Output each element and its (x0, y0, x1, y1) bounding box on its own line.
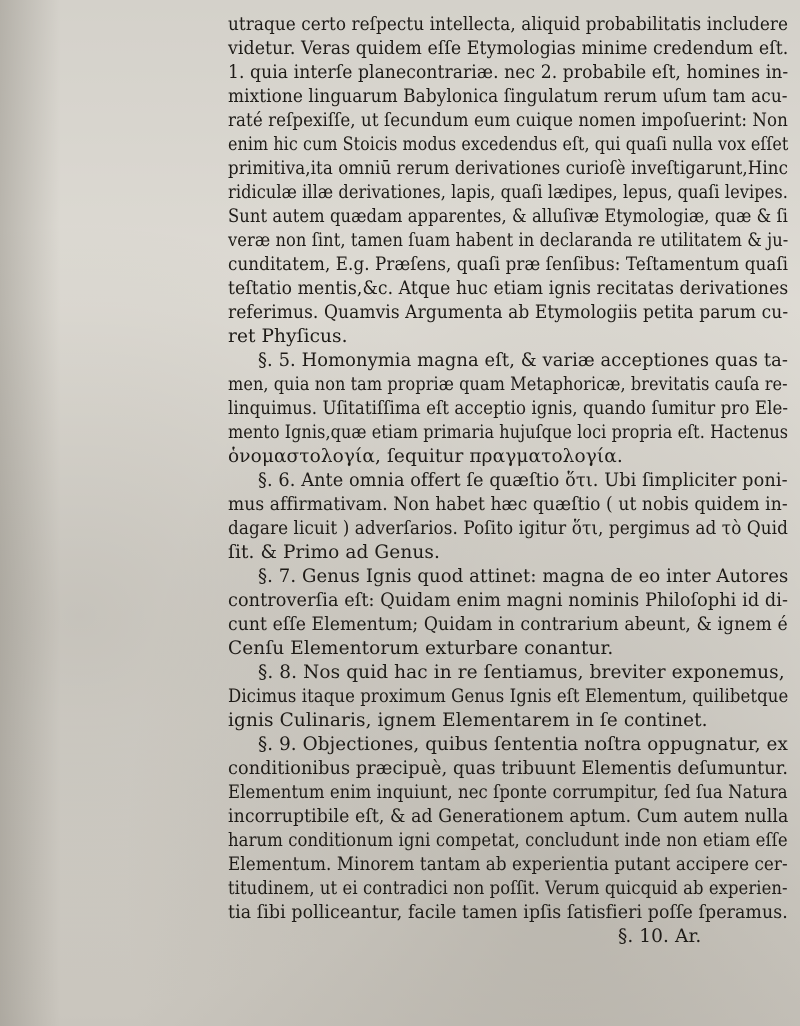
text-line: videtur. Veras quidem eſſe Etymologias minime credendum eſt. (228, 38, 789, 59)
text-line: titudinem, ut ei contradici non poſſit. Verum quicquid ab experien- (228, 878, 788, 899)
text-line: ὁνομαστολογία, ſequitur πραγματολογία. (228, 446, 623, 467)
text-line: ret Phyſicus. (228, 326, 348, 347)
text-line: Dicimus itaque proximum Genus Ignis eſt Elementum, quilibetque (228, 686, 789, 707)
text-line: raté reſpexiſſe, ut ſecundum eum cuique nomen impoſuerint: Non (228, 110, 788, 131)
text-line: teſtatio mentis,&c. Atque huc etiam ignis recitatas derivationes (228, 278, 789, 299)
text-line: Sunt autem quædam apparentes, & alluſivæ Etymologiæ, quæ & ſi (228, 206, 788, 227)
text-line: ſit. & Primo ad Genus. (228, 542, 440, 563)
section-heading-line: §. 6. Ante omnia offert ſe quæſtio ὅτι. Ubi ſimpliciter poni- (258, 470, 788, 491)
text-line: linquimus. Uſitatiſſima eſt acceptio ignis, quando ſumitur pro Ele- (228, 398, 789, 419)
text-line: cunt eſſe Elementum; Quidam in contrarium abeunt, & ignem é (228, 614, 788, 635)
text-line: men, quia non tam propriæ quam Metaphoricæ, brevitatis cauſa re- (228, 374, 788, 395)
section-heading-line: §. 5. Homonymia magna eſt, & variæ acceptiones quas ta- (258, 350, 788, 371)
text-line: mixtione linguarum Babylonica ſingulatum rerum uſum tam acu- (228, 86, 788, 107)
catchword: §. 10. Ar. (618, 926, 702, 947)
text-line: ignis Culinaris, ignem Elementarem in ſe continet. (228, 710, 708, 731)
text-line: mento Ignis,quæ etiam primaria hujuſque loci propria eſt. Hactenus (228, 422, 789, 443)
text-line: Elementum enim inquiunt, nec ſponte corrumpitur, ſed ſua Natura (228, 782, 788, 803)
text-line: Cenſu Elementorum exturbare conantur. (228, 638, 614, 659)
section-heading-line: §. 7. Genus Ignis quod attinet: magna de eo inter Autores (258, 566, 789, 587)
text-line: utraque certo reſpectu intellecta, aliquid probabilitatis includere (228, 14, 789, 35)
text-line: ridiculæ illæ derivationes, lapis, quaſi lædipes, lepus, quaſi levipes. (228, 182, 788, 203)
section-heading-line: §. 9. Objectiones, quibus ſententia noſtra oppugnatur, ex (258, 734, 788, 755)
page-edge-shadow (0, 0, 60, 1026)
text-line: cunditatem, E.g. Præſens, quaſi præ ſenſibus: Teſtamentum quaſi (228, 254, 789, 275)
text-line: mus affirmativam. Non habet hæc quæſtio ( ut nobis quidem in- (228, 494, 788, 515)
text-line: enim hic cum Stoicis modus excedendus eſt, qui quaſi nulla vox eſſet (228, 134, 789, 155)
text-line: incorruptibile eſt, & ad Generationem aptum. Cum autem nulla (228, 806, 789, 827)
text-line: referimus. Quamvis Argumenta ab Etymologiis petita parum cu- (228, 302, 789, 323)
section-heading-line: §. 8. Nos quid hac in re ſentiamus, breviter exponemus, (258, 662, 785, 683)
text-line: dagare licuit ) adverſarios. Poſito igitur ὅτι, pergimus ad τὸ Quid (228, 518, 788, 539)
text-line: tia ſibi polliceantur, facile tamen ipſis ſatisfieri poſſe ſperamus. (228, 902, 788, 923)
text-line: Elementum. Minorem tantam ab experientia putant accipere cer- (228, 854, 788, 875)
text-line: conditionibus præcipuè, quas tribuunt Elementis deſumuntur. (228, 758, 789, 779)
text-line: veræ non ſint, tamen ſuam habent in declaranda re utilitatem & ju- (228, 230, 789, 251)
text-line: controverſia eſt: Quidam enim magni nominis Philoſophi id di- (228, 590, 789, 611)
text-line: 1. quia interſe planecontrariæ. nec 2. probabile eſt, homines in- (228, 62, 789, 83)
text-line: primitiva,ita omniū rerum derivationes curioſè inveſtigarunt,Hinc (228, 158, 789, 179)
text-line: harum conditionum igni competat, concludunt inde non etiam eſſe (228, 830, 788, 851)
